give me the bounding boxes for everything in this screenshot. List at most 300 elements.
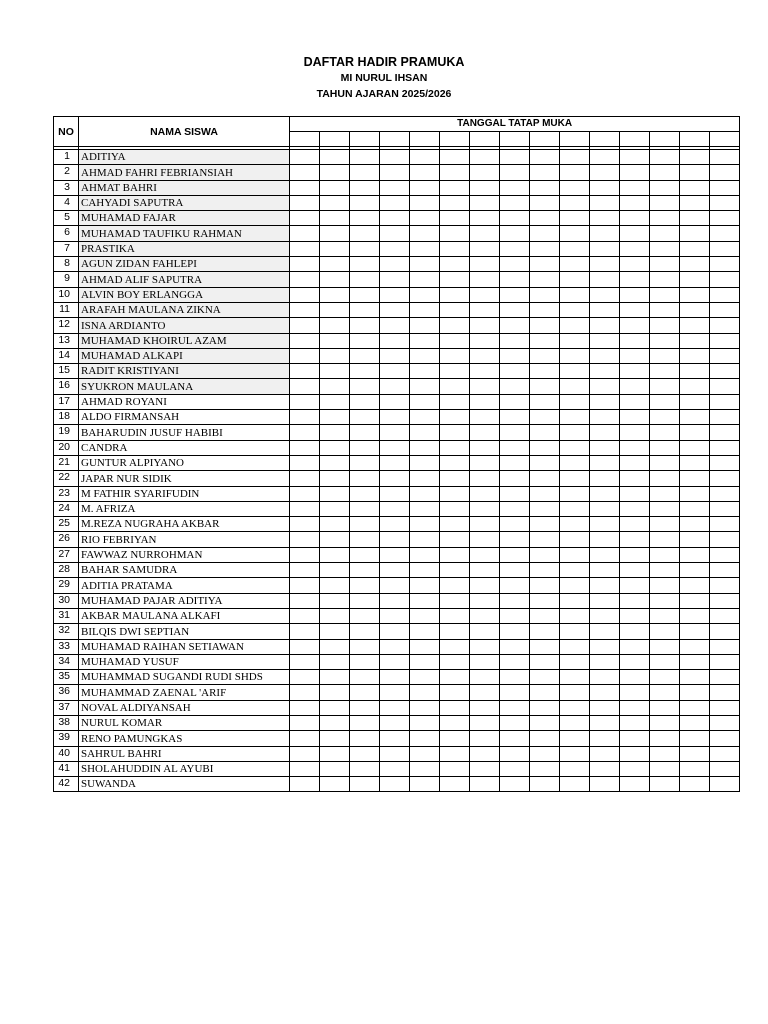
- attendance-cell[interactable]: [290, 685, 320, 700]
- attendance-cell[interactable]: [290, 547, 320, 562]
- attendance-cell[interactable]: [290, 471, 320, 486]
- attendance-cell[interactable]: [350, 364, 380, 379]
- attendance-cell[interactable]: [350, 226, 380, 241]
- attendance-cell[interactable]: [440, 165, 470, 180]
- attendance-cell[interactable]: [410, 471, 440, 486]
- attendance-cell[interactable]: [440, 348, 470, 363]
- attendance-cell[interactable]: [500, 532, 530, 547]
- attendance-cell[interactable]: [680, 364, 710, 379]
- attendance-cell[interactable]: [500, 700, 530, 715]
- attendance-cell[interactable]: [560, 440, 590, 455]
- attendance-cell[interactable]: [680, 624, 710, 639]
- attendance-cell[interactable]: [560, 410, 590, 425]
- attendance-cell[interactable]: [620, 379, 650, 394]
- attendance-cell[interactable]: [350, 486, 380, 501]
- attendance-cell[interactable]: [410, 410, 440, 425]
- date-header-cell[interactable]: [380, 132, 410, 147]
- attendance-cell[interactable]: [710, 364, 740, 379]
- attendance-cell[interactable]: [290, 440, 320, 455]
- attendance-cell[interactable]: [380, 777, 410, 792]
- attendance-cell[interactable]: [590, 777, 620, 792]
- attendance-cell[interactable]: [620, 624, 650, 639]
- attendance-cell[interactable]: [650, 211, 680, 226]
- attendance-cell[interactable]: [710, 532, 740, 547]
- attendance-cell[interactable]: [620, 333, 650, 348]
- attendance-cell[interactable]: [410, 302, 440, 317]
- attendance-cell[interactable]: [500, 608, 530, 623]
- attendance-cell[interactable]: [710, 287, 740, 302]
- attendance-cell[interactable]: [470, 639, 500, 654]
- attendance-cell[interactable]: [350, 578, 380, 593]
- attendance-cell[interactable]: [650, 150, 680, 165]
- attendance-cell[interactable]: [680, 150, 710, 165]
- attendance-cell[interactable]: [470, 532, 500, 547]
- attendance-cell[interactable]: [500, 302, 530, 317]
- attendance-cell[interactable]: [410, 379, 440, 394]
- attendance-cell[interactable]: [680, 180, 710, 195]
- attendance-cell[interactable]: [320, 471, 350, 486]
- attendance-cell[interactable]: [410, 394, 440, 409]
- attendance-cell[interactable]: [650, 777, 680, 792]
- attendance-cell[interactable]: [710, 165, 740, 180]
- attendance-cell[interactable]: [350, 761, 380, 776]
- attendance-cell[interactable]: [380, 287, 410, 302]
- attendance-cell[interactable]: [590, 287, 620, 302]
- attendance-cell[interactable]: [290, 455, 320, 470]
- attendance-cell[interactable]: [710, 746, 740, 761]
- attendance-cell[interactable]: [470, 746, 500, 761]
- attendance-cell[interactable]: [530, 471, 560, 486]
- attendance-cell[interactable]: [500, 517, 530, 532]
- attendance-cell[interactable]: [470, 272, 500, 287]
- attendance-cell[interactable]: [470, 440, 500, 455]
- attendance-cell[interactable]: [620, 639, 650, 654]
- attendance-cell[interactable]: [710, 379, 740, 394]
- attendance-cell[interactable]: [530, 410, 560, 425]
- attendance-cell[interactable]: [380, 440, 410, 455]
- attendance-cell[interactable]: [500, 364, 530, 379]
- attendance-cell[interactable]: [620, 501, 650, 516]
- attendance-cell[interactable]: [290, 165, 320, 180]
- attendance-cell[interactable]: [470, 486, 500, 501]
- attendance-cell[interactable]: [290, 608, 320, 623]
- attendance-cell[interactable]: [590, 150, 620, 165]
- attendance-cell[interactable]: [650, 379, 680, 394]
- attendance-cell[interactable]: [680, 715, 710, 730]
- attendance-cell[interactable]: [560, 211, 590, 226]
- attendance-cell[interactable]: [380, 700, 410, 715]
- attendance-cell[interactable]: [530, 624, 560, 639]
- attendance-cell[interactable]: [380, 486, 410, 501]
- attendance-cell[interactable]: [650, 731, 680, 746]
- attendance-cell[interactable]: [440, 639, 470, 654]
- attendance-cell[interactable]: [560, 746, 590, 761]
- attendance-cell[interactable]: [320, 165, 350, 180]
- attendance-cell[interactable]: [620, 777, 650, 792]
- date-header-cell[interactable]: [320, 132, 350, 147]
- attendance-cell[interactable]: [290, 364, 320, 379]
- attendance-cell[interactable]: [350, 287, 380, 302]
- attendance-cell[interactable]: [530, 700, 560, 715]
- attendance-cell[interactable]: [590, 211, 620, 226]
- attendance-cell[interactable]: [620, 670, 650, 685]
- attendance-cell[interactable]: [500, 670, 530, 685]
- attendance-cell[interactable]: [350, 318, 380, 333]
- attendance-cell[interactable]: [470, 517, 500, 532]
- attendance-cell[interactable]: [560, 547, 590, 562]
- attendance-cell[interactable]: [530, 501, 560, 516]
- attendance-cell[interactable]: [560, 608, 590, 623]
- attendance-cell[interactable]: [380, 455, 410, 470]
- attendance-cell[interactable]: [560, 593, 590, 608]
- attendance-cell[interactable]: [410, 150, 440, 165]
- attendance-cell[interactable]: [560, 777, 590, 792]
- attendance-cell[interactable]: [440, 287, 470, 302]
- attendance-cell[interactable]: [530, 348, 560, 363]
- attendance-cell[interactable]: [710, 761, 740, 776]
- attendance-cell[interactable]: [470, 670, 500, 685]
- attendance-cell[interactable]: [620, 685, 650, 700]
- attendance-cell[interactable]: [680, 700, 710, 715]
- attendance-cell[interactable]: [320, 379, 350, 394]
- attendance-cell[interactable]: [470, 547, 500, 562]
- attendance-cell[interactable]: [320, 257, 350, 272]
- attendance-cell[interactable]: [710, 578, 740, 593]
- attendance-cell[interactable]: [560, 226, 590, 241]
- attendance-cell[interactable]: [530, 608, 560, 623]
- attendance-cell[interactable]: [620, 608, 650, 623]
- attendance-cell[interactable]: [440, 547, 470, 562]
- attendance-cell[interactable]: [560, 471, 590, 486]
- attendance-cell[interactable]: [560, 685, 590, 700]
- attendance-cell[interactable]: [710, 150, 740, 165]
- attendance-cell[interactable]: [440, 195, 470, 210]
- attendance-cell[interactable]: [350, 700, 380, 715]
- attendance-cell[interactable]: [680, 563, 710, 578]
- attendance-cell[interactable]: [500, 731, 530, 746]
- attendance-cell[interactable]: [470, 608, 500, 623]
- attendance-cell[interactable]: [530, 639, 560, 654]
- attendance-cell[interactable]: [710, 639, 740, 654]
- attendance-cell[interactable]: [650, 532, 680, 547]
- attendance-cell[interactable]: [350, 440, 380, 455]
- attendance-cell[interactable]: [500, 257, 530, 272]
- attendance-cell[interactable]: [560, 715, 590, 730]
- attendance-cell[interactable]: [470, 257, 500, 272]
- attendance-cell[interactable]: [410, 333, 440, 348]
- attendance-cell[interactable]: [290, 593, 320, 608]
- attendance-cell[interactable]: [560, 578, 590, 593]
- attendance-cell[interactable]: [350, 455, 380, 470]
- attendance-cell[interactable]: [380, 578, 410, 593]
- attendance-cell[interactable]: [590, 318, 620, 333]
- date-header-cell[interactable]: [350, 132, 380, 147]
- attendance-cell[interactable]: [680, 394, 710, 409]
- attendance-cell[interactable]: [440, 241, 470, 256]
- attendance-cell[interactable]: [710, 593, 740, 608]
- attendance-cell[interactable]: [320, 670, 350, 685]
- attendance-cell[interactable]: [590, 425, 620, 440]
- attendance-cell[interactable]: [650, 165, 680, 180]
- attendance-cell[interactable]: [590, 563, 620, 578]
- attendance-cell[interactable]: [440, 226, 470, 241]
- attendance-cell[interactable]: [710, 180, 740, 195]
- attendance-cell[interactable]: [680, 211, 710, 226]
- attendance-cell[interactable]: [560, 639, 590, 654]
- attendance-cell[interactable]: [620, 150, 650, 165]
- attendance-cell[interactable]: [500, 379, 530, 394]
- attendance-cell[interactable]: [350, 211, 380, 226]
- attendance-cell[interactable]: [530, 547, 560, 562]
- attendance-cell[interactable]: [380, 410, 410, 425]
- attendance-cell[interactable]: [440, 471, 470, 486]
- attendance-cell[interactable]: [680, 777, 710, 792]
- attendance-cell[interactable]: [620, 410, 650, 425]
- attendance-cell[interactable]: [560, 241, 590, 256]
- attendance-cell[interactable]: [560, 318, 590, 333]
- attendance-cell[interactable]: [560, 486, 590, 501]
- attendance-cell[interactable]: [620, 272, 650, 287]
- attendance-cell[interactable]: [560, 761, 590, 776]
- attendance-cell[interactable]: [590, 746, 620, 761]
- attendance-cell[interactable]: [530, 517, 560, 532]
- attendance-cell[interactable]: [290, 226, 320, 241]
- attendance-cell[interactable]: [410, 532, 440, 547]
- attendance-cell[interactable]: [380, 195, 410, 210]
- attendance-cell[interactable]: [350, 532, 380, 547]
- attendance-cell[interactable]: [530, 364, 560, 379]
- attendance-cell[interactable]: [320, 241, 350, 256]
- attendance-cell[interactable]: [290, 379, 320, 394]
- attendance-cell[interactable]: [590, 272, 620, 287]
- attendance-cell[interactable]: [530, 241, 560, 256]
- attendance-cell[interactable]: [380, 364, 410, 379]
- attendance-cell[interactable]: [530, 731, 560, 746]
- attendance-cell[interactable]: [680, 241, 710, 256]
- attendance-cell[interactable]: [350, 425, 380, 440]
- attendance-cell[interactable]: [290, 195, 320, 210]
- attendance-cell[interactable]: [410, 364, 440, 379]
- attendance-cell[interactable]: [590, 195, 620, 210]
- attendance-cell[interactable]: [320, 410, 350, 425]
- date-header-cell[interactable]: [680, 132, 710, 147]
- attendance-cell[interactable]: [470, 501, 500, 516]
- attendance-cell[interactable]: [680, 226, 710, 241]
- attendance-cell[interactable]: [440, 700, 470, 715]
- attendance-cell[interactable]: [470, 150, 500, 165]
- attendance-cell[interactable]: [500, 333, 530, 348]
- attendance-cell[interactable]: [320, 532, 350, 547]
- attendance-cell[interactable]: [320, 211, 350, 226]
- attendance-cell[interactable]: [500, 272, 530, 287]
- attendance-cell[interactable]: [710, 302, 740, 317]
- attendance-cell[interactable]: [380, 272, 410, 287]
- attendance-cell[interactable]: [650, 257, 680, 272]
- attendance-cell[interactable]: [380, 715, 410, 730]
- attendance-cell[interactable]: [530, 654, 560, 669]
- attendance-cell[interactable]: [530, 532, 560, 547]
- attendance-cell[interactable]: [470, 624, 500, 639]
- attendance-cell[interactable]: [500, 715, 530, 730]
- attendance-cell[interactable]: [500, 777, 530, 792]
- attendance-cell[interactable]: [530, 486, 560, 501]
- attendance-cell[interactable]: [410, 715, 440, 730]
- attendance-cell[interactable]: [560, 150, 590, 165]
- attendance-cell[interactable]: [410, 501, 440, 516]
- attendance-cell[interactable]: [560, 532, 590, 547]
- attendance-cell[interactable]: [440, 608, 470, 623]
- attendance-cell[interactable]: [620, 364, 650, 379]
- attendance-cell[interactable]: [350, 302, 380, 317]
- attendance-cell[interactable]: [530, 394, 560, 409]
- attendance-cell[interactable]: [560, 364, 590, 379]
- attendance-cell[interactable]: [710, 394, 740, 409]
- attendance-cell[interactable]: [650, 410, 680, 425]
- attendance-cell[interactable]: [320, 486, 350, 501]
- attendance-cell[interactable]: [650, 364, 680, 379]
- attendance-cell[interactable]: [560, 731, 590, 746]
- attendance-cell[interactable]: [380, 624, 410, 639]
- attendance-cell[interactable]: [350, 501, 380, 516]
- attendance-cell[interactable]: [710, 410, 740, 425]
- attendance-cell[interactable]: [470, 410, 500, 425]
- attendance-cell[interactable]: [380, 348, 410, 363]
- attendance-cell[interactable]: [620, 700, 650, 715]
- attendance-cell[interactable]: [590, 410, 620, 425]
- attendance-cell[interactable]: [440, 563, 470, 578]
- attendance-cell[interactable]: [620, 257, 650, 272]
- attendance-cell[interactable]: [410, 685, 440, 700]
- attendance-cell[interactable]: [320, 685, 350, 700]
- attendance-cell[interactable]: [620, 348, 650, 363]
- attendance-cell[interactable]: [710, 455, 740, 470]
- attendance-cell[interactable]: [650, 501, 680, 516]
- attendance-cell[interactable]: [410, 563, 440, 578]
- attendance-cell[interactable]: [590, 486, 620, 501]
- attendance-cell[interactable]: [530, 226, 560, 241]
- attendance-cell[interactable]: [380, 608, 410, 623]
- attendance-cell[interactable]: [350, 150, 380, 165]
- attendance-cell[interactable]: [680, 410, 710, 425]
- attendance-cell[interactable]: [470, 654, 500, 669]
- attendance-cell[interactable]: [410, 226, 440, 241]
- attendance-cell[interactable]: [380, 150, 410, 165]
- attendance-cell[interactable]: [470, 165, 500, 180]
- attendance-cell[interactable]: [530, 563, 560, 578]
- attendance-cell[interactable]: [380, 165, 410, 180]
- attendance-cell[interactable]: [650, 517, 680, 532]
- attendance-cell[interactable]: [290, 241, 320, 256]
- attendance-cell[interactable]: [500, 195, 530, 210]
- date-header-cell[interactable]: [530, 132, 560, 147]
- attendance-cell[interactable]: [620, 517, 650, 532]
- attendance-cell[interactable]: [440, 333, 470, 348]
- attendance-cell[interactable]: [650, 302, 680, 317]
- attendance-cell[interactable]: [560, 501, 590, 516]
- attendance-cell[interactable]: [290, 302, 320, 317]
- attendance-cell[interactable]: [290, 639, 320, 654]
- attendance-cell[interactable]: [500, 226, 530, 241]
- attendance-cell[interactable]: [620, 425, 650, 440]
- attendance-cell[interactable]: [440, 394, 470, 409]
- attendance-cell[interactable]: [410, 318, 440, 333]
- attendance-cell[interactable]: [350, 410, 380, 425]
- attendance-cell[interactable]: [350, 608, 380, 623]
- attendance-cell[interactable]: [410, 425, 440, 440]
- attendance-cell[interactable]: [560, 455, 590, 470]
- attendance-cell[interactable]: [500, 486, 530, 501]
- attendance-cell[interactable]: [470, 211, 500, 226]
- attendance-cell[interactable]: [440, 593, 470, 608]
- attendance-cell[interactable]: [590, 165, 620, 180]
- attendance-cell[interactable]: [680, 165, 710, 180]
- attendance-cell[interactable]: [530, 195, 560, 210]
- attendance-cell[interactable]: [470, 471, 500, 486]
- attendance-cell[interactable]: [380, 318, 410, 333]
- attendance-cell[interactable]: [410, 180, 440, 195]
- attendance-cell[interactable]: [680, 517, 710, 532]
- attendance-cell[interactable]: [410, 195, 440, 210]
- attendance-cell[interactable]: [320, 272, 350, 287]
- attendance-cell[interactable]: [320, 517, 350, 532]
- attendance-cell[interactable]: [380, 257, 410, 272]
- attendance-cell[interactable]: [320, 731, 350, 746]
- attendance-cell[interactable]: [350, 471, 380, 486]
- attendance-cell[interactable]: [500, 761, 530, 776]
- attendance-cell[interactable]: [320, 302, 350, 317]
- attendance-cell[interactable]: [530, 715, 560, 730]
- attendance-cell[interactable]: [440, 302, 470, 317]
- attendance-cell[interactable]: [410, 654, 440, 669]
- attendance-cell[interactable]: [290, 715, 320, 730]
- attendance-cell[interactable]: [470, 302, 500, 317]
- attendance-cell[interactable]: [290, 517, 320, 532]
- attendance-cell[interactable]: [560, 287, 590, 302]
- date-header-cell[interactable]: [440, 132, 470, 147]
- attendance-cell[interactable]: [680, 746, 710, 761]
- attendance-cell[interactable]: [440, 486, 470, 501]
- attendance-cell[interactable]: [290, 731, 320, 746]
- attendance-cell[interactable]: [290, 563, 320, 578]
- attendance-cell[interactable]: [470, 241, 500, 256]
- attendance-cell[interactable]: [590, 731, 620, 746]
- attendance-cell[interactable]: [290, 532, 320, 547]
- attendance-cell[interactable]: [530, 578, 560, 593]
- attendance-cell[interactable]: [710, 685, 740, 700]
- attendance-cell[interactable]: [470, 425, 500, 440]
- attendance-cell[interactable]: [320, 593, 350, 608]
- attendance-cell[interactable]: [440, 670, 470, 685]
- attendance-cell[interactable]: [350, 180, 380, 195]
- attendance-cell[interactable]: [350, 257, 380, 272]
- attendance-cell[interactable]: [380, 471, 410, 486]
- attendance-cell[interactable]: [410, 348, 440, 363]
- attendance-cell[interactable]: [500, 746, 530, 761]
- attendance-cell[interactable]: [620, 547, 650, 562]
- attendance-cell[interactable]: [290, 287, 320, 302]
- date-header-cell[interactable]: [710, 132, 740, 147]
- attendance-cell[interactable]: [470, 777, 500, 792]
- attendance-cell[interactable]: [290, 180, 320, 195]
- attendance-cell[interactable]: [650, 654, 680, 669]
- attendance-cell[interactable]: [590, 471, 620, 486]
- attendance-cell[interactable]: [710, 517, 740, 532]
- attendance-cell[interactable]: [380, 731, 410, 746]
- attendance-cell[interactable]: [710, 348, 740, 363]
- attendance-cell[interactable]: [440, 501, 470, 516]
- attendance-cell[interactable]: [470, 364, 500, 379]
- attendance-cell[interactable]: [440, 578, 470, 593]
